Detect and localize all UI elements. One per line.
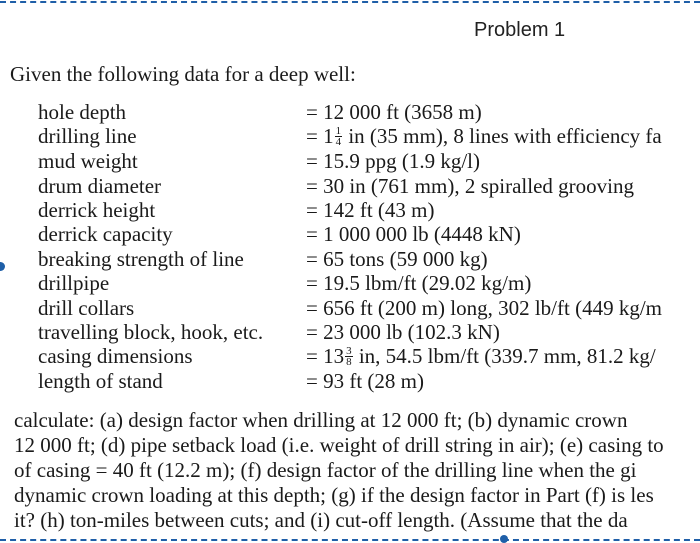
value-suffix: in, 54.5 lbm/ft (339.7 mm, 81.2 kg/ (353, 344, 656, 369)
task-line: calculate: (a) design factor when drilling at 12 000 ft; (b) dynamic crown (14, 408, 628, 432)
row-label: derrick height (38, 197, 156, 222)
row-value: = 19.5 lbm/ft (29.02 kg/m) (306, 271, 532, 296)
row-label: breaking strength of line (38, 246, 244, 271)
data-row-drilling-line (38, 124, 700, 149)
data-row-travelling-block (38, 320, 700, 344)
data-row-drillpipe (38, 271, 700, 295)
data-row-hole-depth (38, 100, 700, 124)
bottom-dashed-border (0, 539, 700, 541)
task-line: of casing = 40 ft (12.2 m); (f) design factor of the drilling line when the gi (14, 458, 637, 482)
row-label: derrick capacity (38, 222, 173, 247)
row-value: = 93 ft (28 m) (306, 369, 424, 394)
fraction (345, 346, 353, 367)
row-label: travelling block, hook, etc. (38, 319, 264, 344)
data-row-length-of-stand (38, 369, 700, 393)
task-paragraph (14, 408, 700, 533)
task-line: it? (h) ton-miles between cuts; and (i) cut-off length. (Assume that the da (14, 508, 628, 532)
task-line: dynamic crown loading at this depth; (g) if the design factor in Part (f) is les (14, 483, 654, 507)
row-value: = 23 000 lb (102.3 kN) (306, 319, 500, 344)
value-prefix: = 13 (306, 344, 345, 369)
fraction-denominator: 8 (346, 356, 352, 369)
data-row-derrick-height (38, 198, 700, 222)
value-suffix: in (35 mm), 8 lines with efficiency fa (343, 124, 662, 149)
well-data-table (38, 100, 700, 393)
row-label: drill collars (38, 295, 135, 320)
row-label: mud weight (38, 149, 138, 174)
row-value: = 1 000 000 lb (4448 kN) (306, 222, 521, 247)
row-value: = 15.9 ppg (1.9 kg/l) (306, 149, 480, 174)
row-value: = 656 ft (200 m) long, 302 lb/ft (449 kg/m (306, 295, 662, 320)
fraction (335, 126, 343, 147)
task-line: 12 000 ft; (d) pipe setback load (i.e. weight of drill string in air); (e) casing to (14, 433, 664, 457)
row-label: drum diameter (38, 173, 162, 198)
row-value: = 30 in (761 mm), 2 spiralled grooving (306, 173, 634, 198)
data-row-derrick-capacity (38, 222, 700, 246)
data-row-drum-diameter (38, 174, 700, 198)
data-row-drill-collars (38, 296, 700, 320)
intro-text: Given the following data for a deep well: (10, 62, 356, 86)
row-label: hole depth (38, 100, 127, 124)
row-label: drillpipe (38, 271, 110, 296)
value-prefix: = 1 (306, 124, 334, 149)
row-label: casing dimensions (38, 344, 193, 369)
row-value: = 12 000 ft (3658 m) (306, 100, 482, 124)
fraction-numerator: 3 (346, 345, 352, 358)
problem-title: Problem 1 (474, 19, 566, 41)
data-row-mud-weight (38, 149, 700, 173)
row-label: drilling line (38, 124, 137, 149)
row-value: = 142 ft (43 m) (306, 197, 435, 222)
row-value (306, 344, 656, 369)
top-dashed-border (0, 1, 700, 3)
row-value: = 65 tons (59 000 kg) (306, 246, 488, 271)
bottom-dot-marker (500, 535, 508, 543)
fraction-denominator: 4 (335, 136, 342, 149)
data-row-casing-dimensions (38, 344, 700, 369)
data-row-breaking-strength (38, 247, 700, 271)
row-value (306, 124, 662, 149)
row-label: length of stand (38, 369, 163, 394)
fraction-numerator: 1 (335, 125, 342, 138)
margin-bullet-marker (0, 262, 5, 271)
